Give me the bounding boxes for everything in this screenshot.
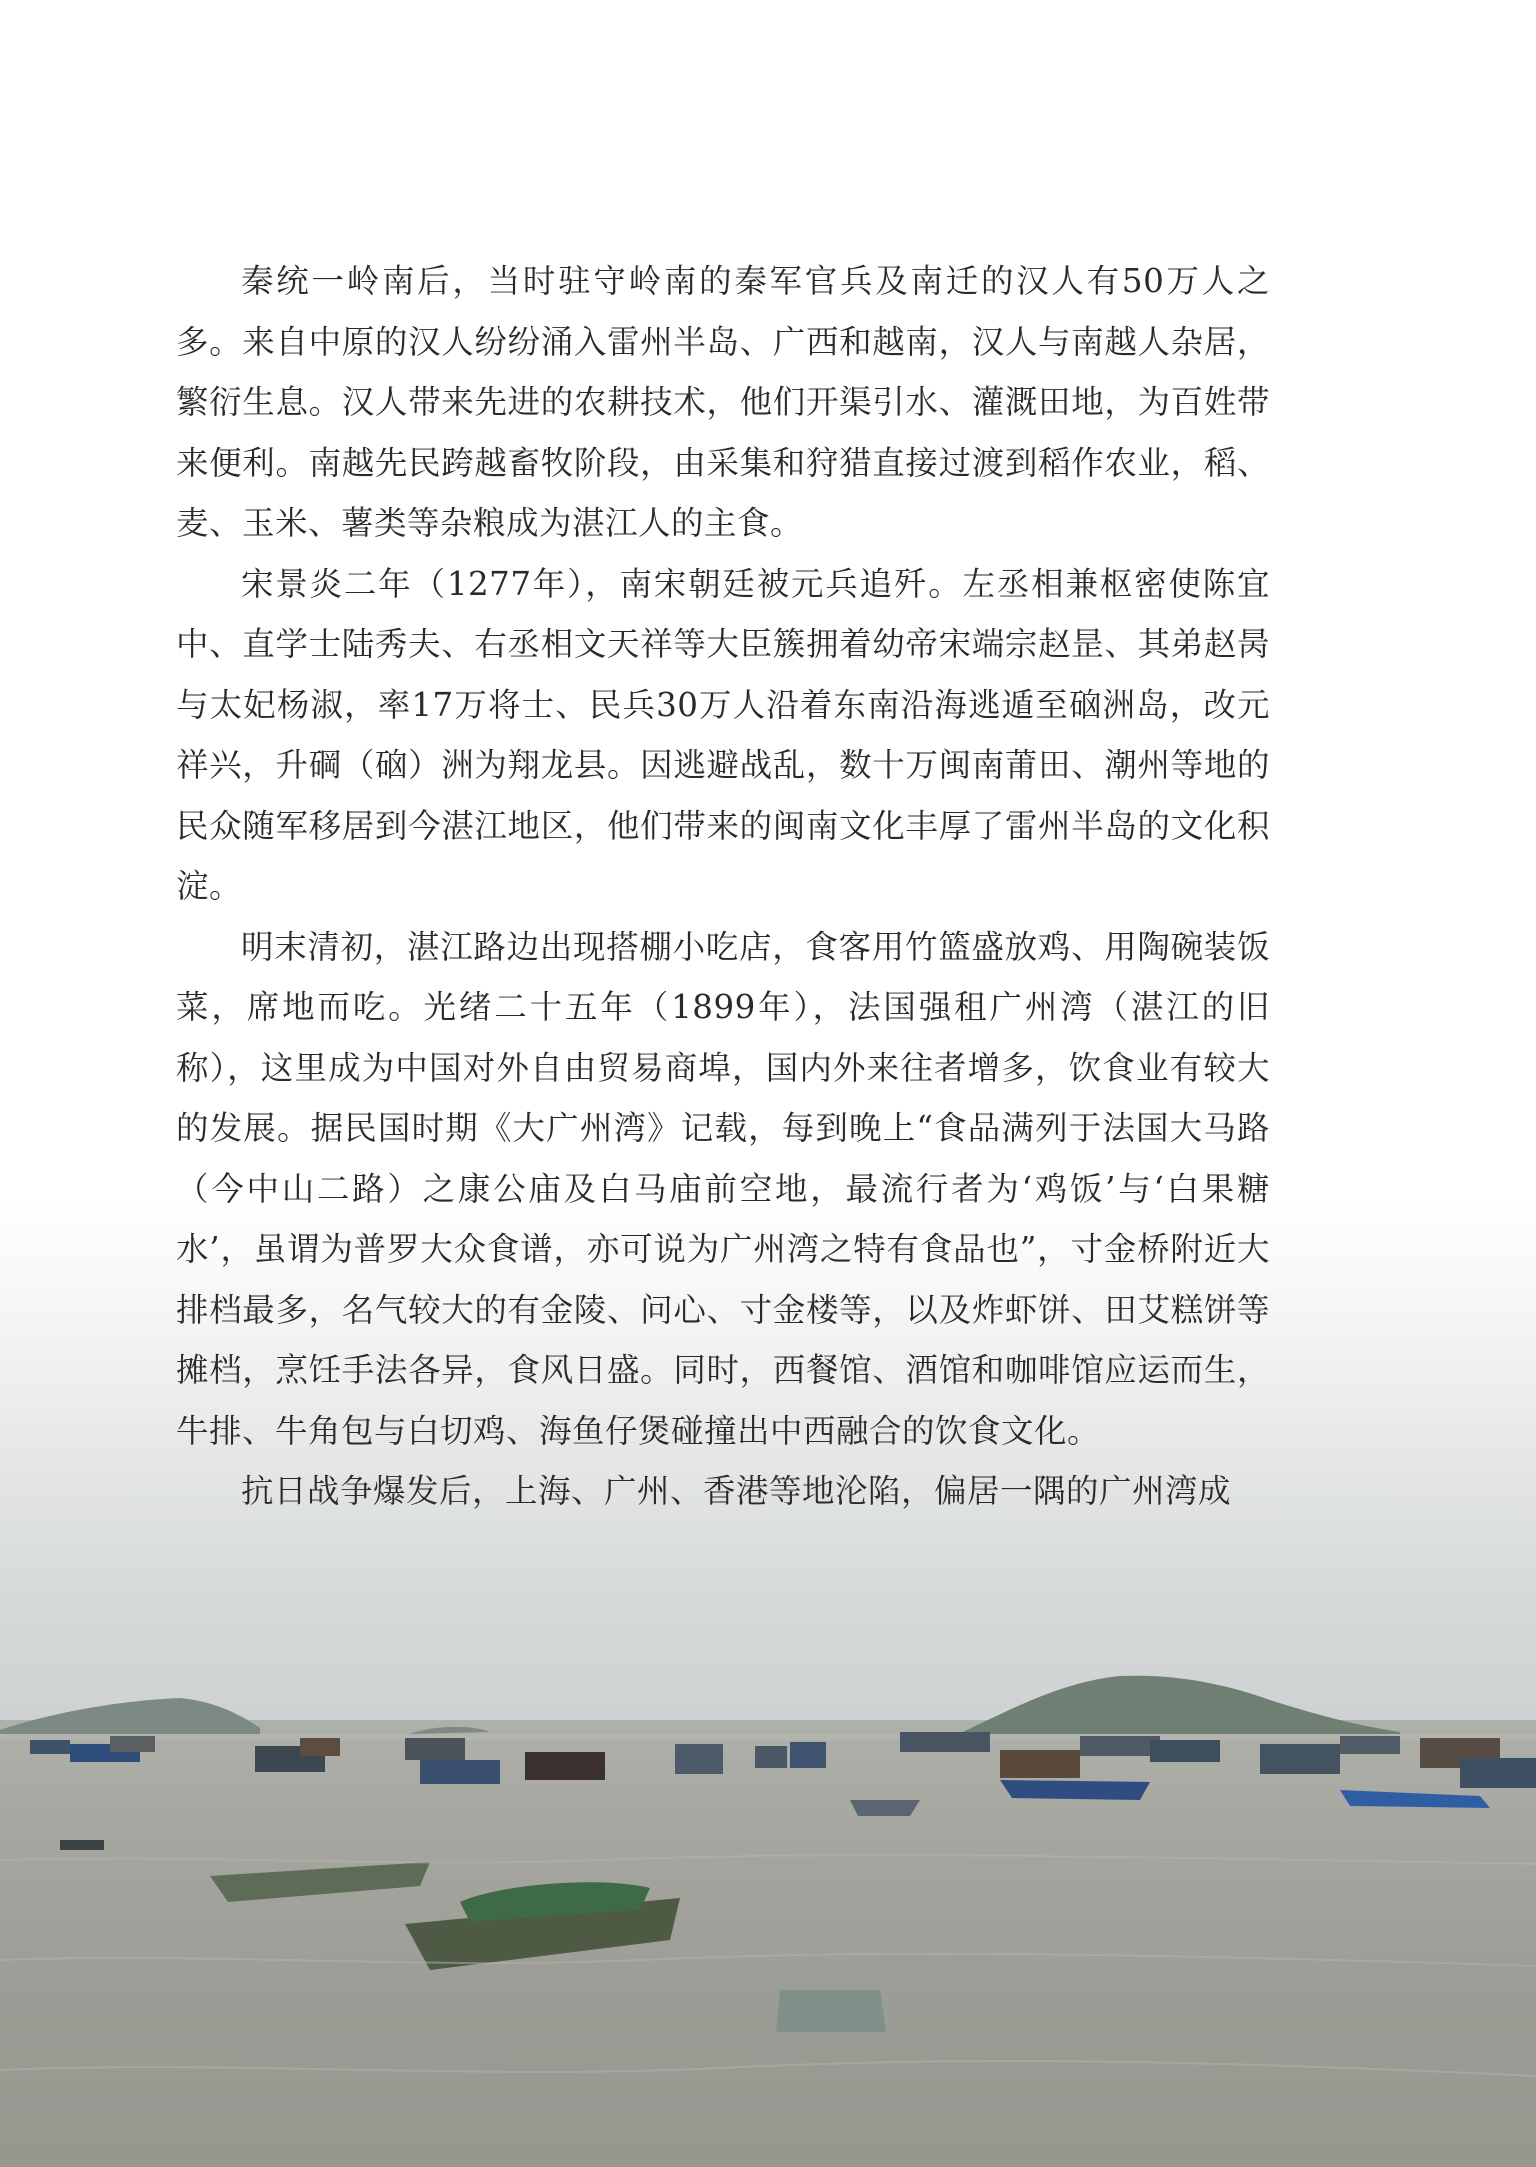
paragraph-ming-qing-guangzhouwan: 明末清初，湛江路边出现搭棚小吃店，食客用竹篮盛放鸡、用陶碗装饭菜，席地而吃。光绪二十五年（1899年），法国强租广州湾（湛江的旧称），这里成为中国对外自由贸易商埠，国内外来往者增多，饮食业有较大的发展。据民国时期《大广州湾》记载，每到晚上“食品满列于法国大马路（今中山二路）之康公庙及白马庙前空地，最流行者为‘鸡饭’与‘白果糖水’，虽谓为普罗大众食谱，亦可说为广州湾之特有食品也”，寸金桥附近大排档最多，名气较大的有金陵、问心、寸金楼等，以及炸虾饼、田艾糕饼等摊档，烹饪手法各异，食风日盛。同时，西餐馆、酒馆和咖啡馆应运而生，牛排、牛角包与白切鸡、海鱼仔煲碰撞出中西融合的饮食文化。 — [176, 927, 1270, 1450]
small-float — [60, 1840, 104, 1850]
paragraph-qin-unification: 秦统一岭南后，当时驻守岭南的秦军官兵及南迁的汉人有50万人之多。来自中原的汉人纷纷涌入雷州半岛、广西和越南，汉人与南越人杂居，繁衍生息。汉人带来先进的农耕技术，他们开渠引水、灌溉田地，为百姓带来便利。南越先民跨越畜牧阶段，由采集和狩猎直接过渡到稻作农业，稻、麦、玉米、薯类等杂粮成为湛江人的主食。 — [176, 262, 1270, 542]
harbor-scene-illustration — [0, 1640, 1536, 2167]
small-island — [410, 1727, 490, 1734]
floating-crate — [776, 1990, 886, 2032]
left-island — [0, 1698, 260, 1736]
blue-boat-right — [1340, 1790, 1490, 1808]
right-island — [950, 1676, 1400, 1740]
distant-boats — [30, 1732, 1536, 1788]
grey-boat-center — [850, 1800, 920, 1816]
paragraph-anti-japanese-war: 抗日战争爆发后，上海、广州、香港等地沦陷，偏居一隅的广州湾成 — [241, 1472, 1232, 1510]
paragraph-song-dynasty: 宋景炎二年（1277年），南宋朝廷被元兵追歼。左丞相兼枢密使陈宜中、直学士陆秀夫、右丞相文天祥等大臣簇拥着幼帝宋端宗赵昰、其弟赵昺与太妃杨淑，率17万将士、民兵30万人沿着东南沿海逃遁至硇洲岛，改元祥兴，升碙（硇）洲为翔龙县。因逃避战乱，数十万闽南莆田、潮州等地的民众随军移居到今湛江地区，他们带来的闽南文化丰厚了雷州半岛的文化积淀。 — [176, 564, 1270, 905]
article-body — [176, 251, 1270, 1522]
foreground-boat-left — [210, 1862, 430, 1902]
blue-hull-center — [1000, 1780, 1150, 1800]
